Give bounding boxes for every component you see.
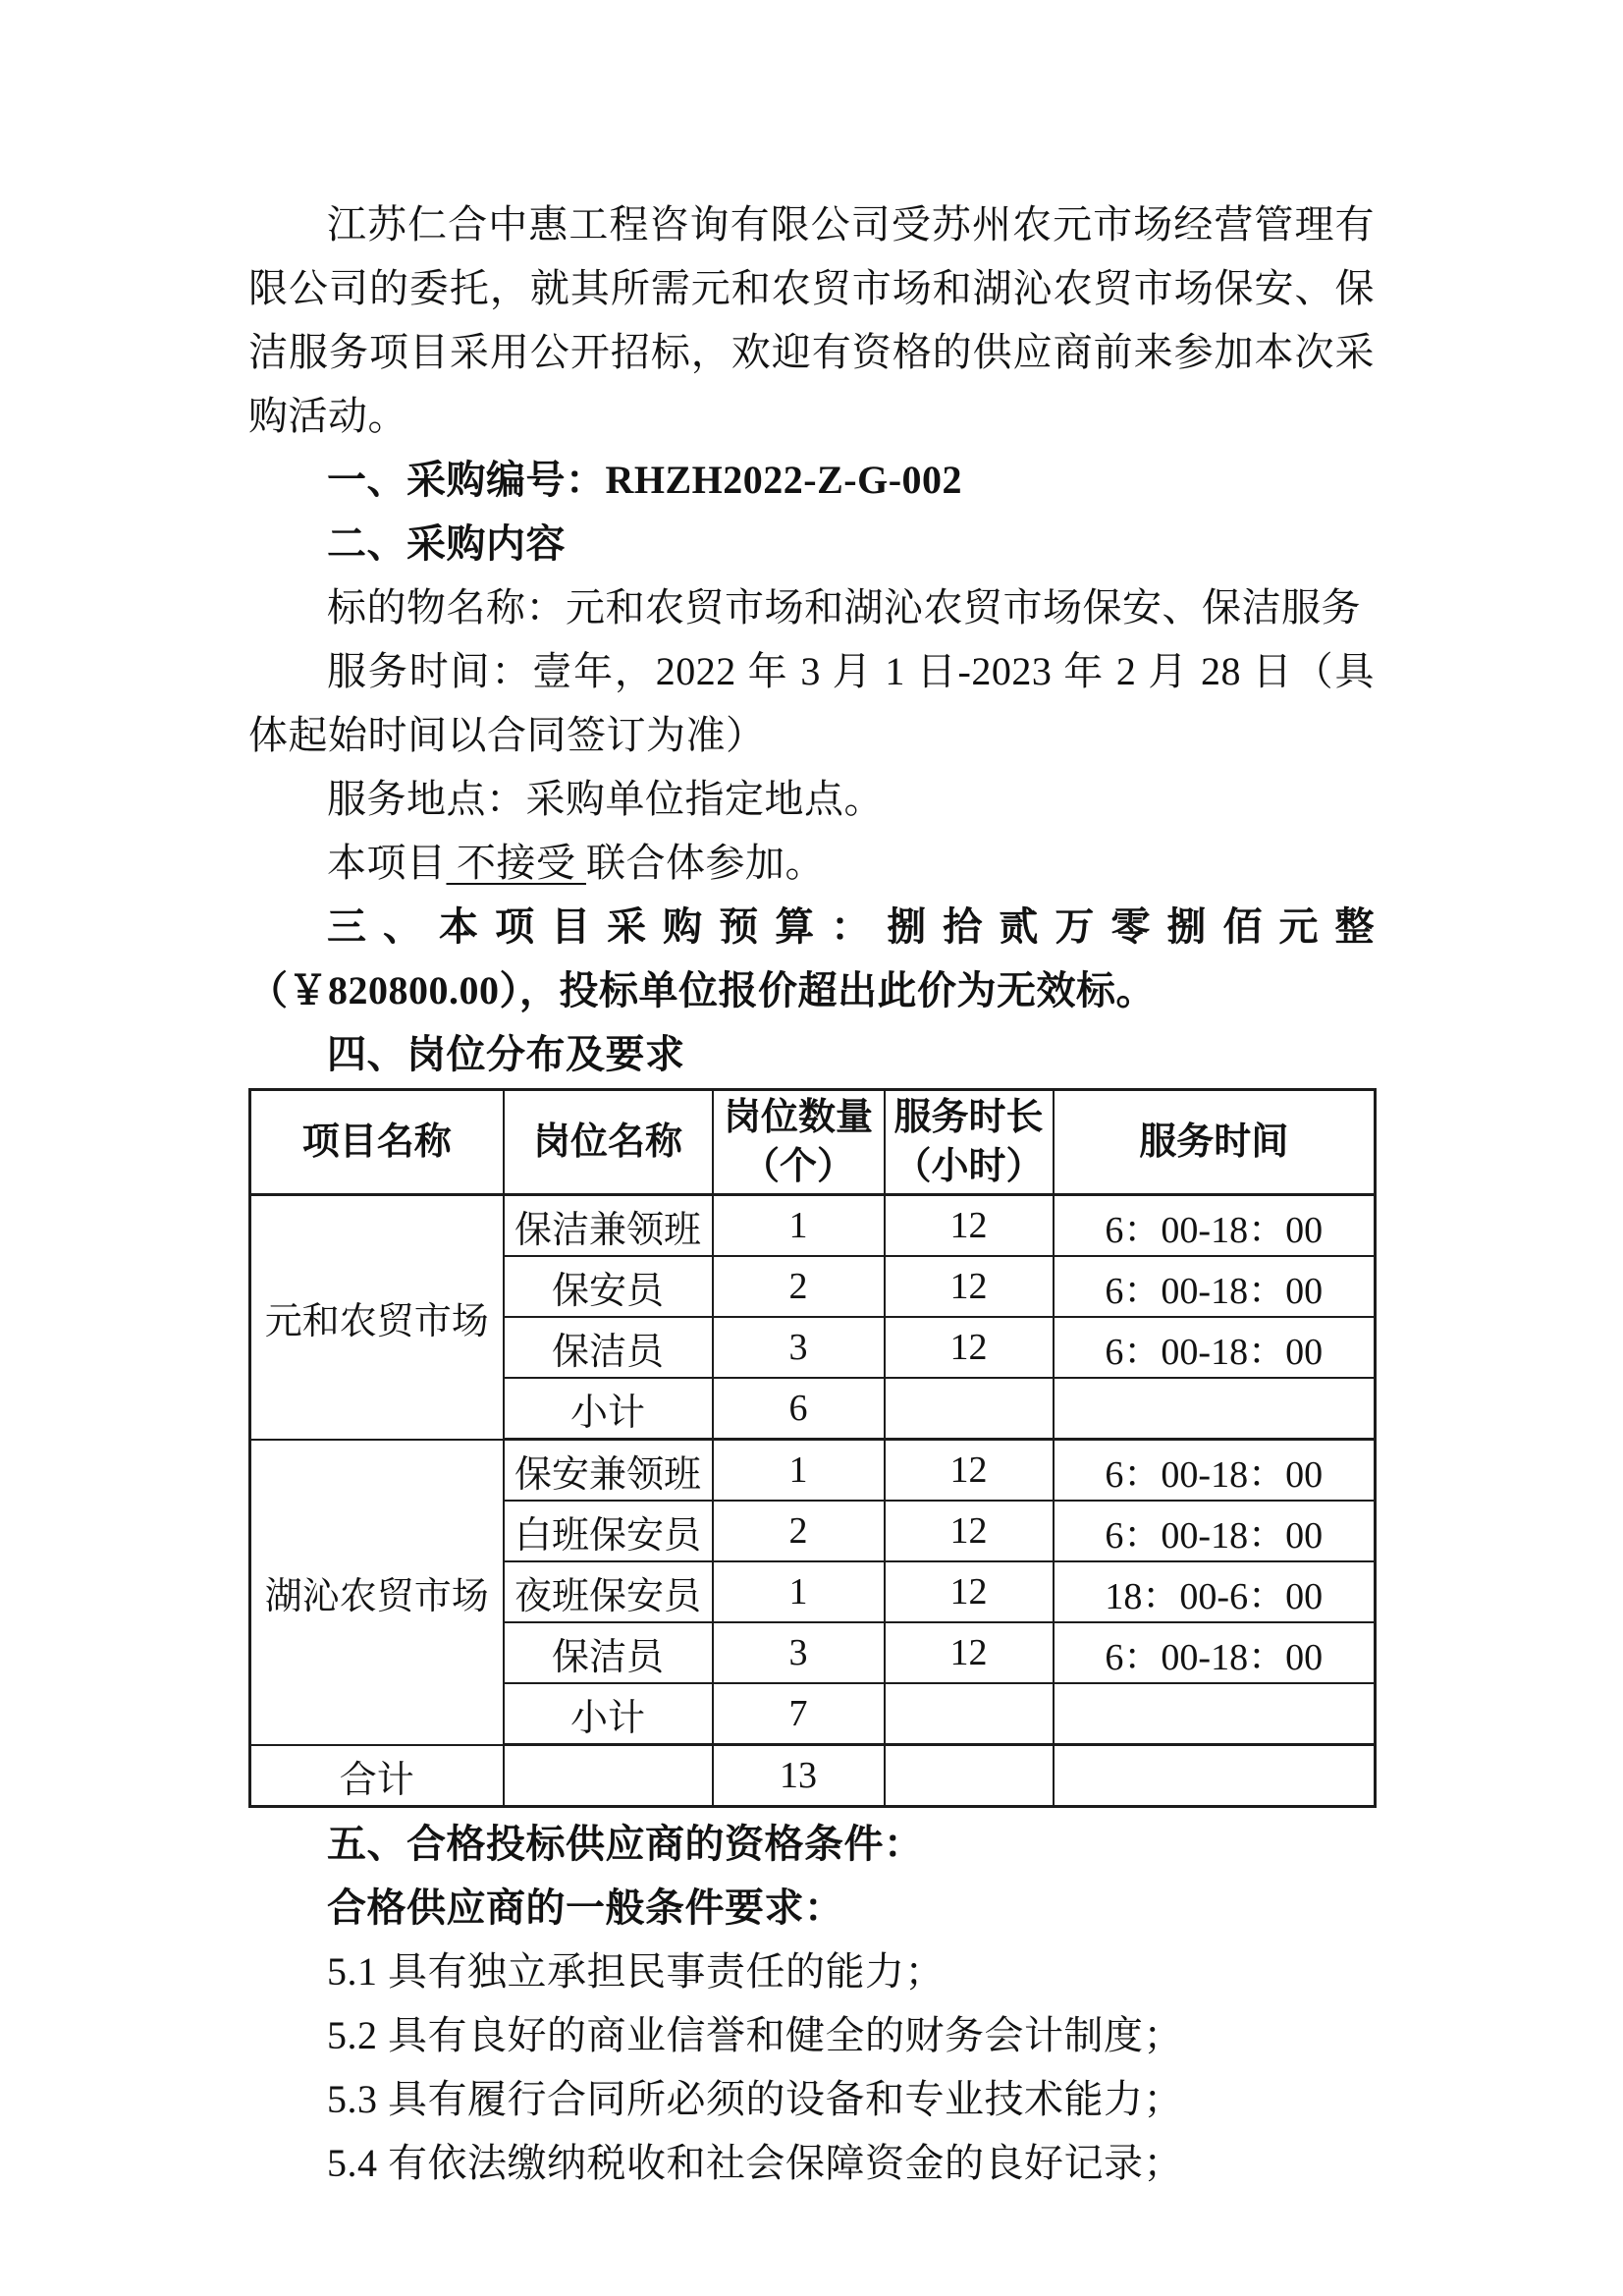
service-location-line: 服务地点：采购单位指定地点。 [327, 777, 884, 821]
hours-cell: 12 [885, 1501, 1054, 1561]
time-cell: 6：00-18：00 [1054, 1195, 1376, 1257]
table-header-row [250, 1090, 1376, 1195]
post-cell: 夜班保安员 [504, 1561, 713, 1622]
hours-cell: 12 [885, 1561, 1054, 1622]
time-cell [1054, 1378, 1376, 1440]
post-cell: 白班保安员 [504, 1501, 713, 1561]
time-cell: 6：00-18：00 [1054, 1256, 1376, 1317]
post-cell: 小计 [504, 1683, 713, 1745]
count-cell: 3 [713, 1317, 885, 1378]
time-cell: 6：00-18：00 [1054, 1440, 1376, 1502]
consortium-line [248, 831, 1375, 895]
post-cell [504, 1745, 713, 1807]
position-distribution-table [248, 1088, 1377, 1808]
col-header-post-name: 岗位名称 [504, 1090, 713, 1195]
post-cell: 保安兼领班 [504, 1440, 713, 1502]
section-1-heading: 一、采购编号：RHZH2022-Z-G-002 [327, 458, 963, 502]
table-row [250, 1195, 1376, 1257]
count-cell: 1 [713, 1561, 885, 1622]
project-cell: 元和农贸市场 [250, 1195, 504, 1440]
table-row [250, 1440, 1376, 1502]
consortium-prefix: 本项目 [327, 841, 447, 885]
condition-5-3: 5.3 具有履行合同所必须的设备和专业技术能力； [327, 2077, 1183, 2122]
hours-cell: 12 [885, 1317, 1054, 1378]
hours-cell: 12 [885, 1256, 1054, 1317]
post-cell: 保洁兼领班 [504, 1195, 713, 1257]
hours-cell: 12 [885, 1195, 1054, 1257]
col-header-service-hours: 服务时长（小时） [885, 1090, 1054, 1195]
hours-cell: 12 [885, 1440, 1054, 1502]
section-2-heading: 二、采购内容 [327, 521, 566, 566]
intro-paragraph: 江苏仁合中惠工程咨询有限公司受苏州农元市场经营管理有限公司的委托，就其所需元和农贸市场和湖沁农贸市场保安、保洁服务项目采用公开招标，欢迎有资格的供应商前来参加本次采购活动。 [248, 202, 1375, 438]
time-cell: 6：00-18：00 [1054, 1622, 1376, 1683]
condition-5-2: 5.2 具有良好的商业信誉和健全的财务会计制度； [327, 2013, 1183, 2058]
post-cell: 保洁员 [504, 1317, 713, 1378]
count-cell: 13 [713, 1745, 885, 1807]
count-cell: 6 [713, 1378, 885, 1440]
time-cell: 6：00-18：00 [1054, 1501, 1376, 1561]
count-cell: 2 [713, 1256, 885, 1317]
time-cell: 6：00-18：00 [1054, 1317, 1376, 1378]
project-cell: 湖沁农贸市场 [250, 1440, 504, 1745]
col-header-service-time: 服务时间 [1054, 1090, 1376, 1195]
count-cell: 3 [713, 1622, 885, 1683]
condition-5-4: 5.4 有依法缴纳税收和社会保障资金的良好记录； [327, 2141, 1183, 2186]
col-header-post-count: 岗位数量（个） [713, 1090, 885, 1195]
post-cell: 保洁员 [504, 1622, 713, 1683]
count-cell: 7 [713, 1683, 885, 1745]
consortium-suffix: 联合体参加。 [586, 841, 825, 885]
table-total-row [250, 1745, 1376, 1807]
consortium-not-accepted-underlined: 不接受 [446, 841, 586, 885]
count-cell: 1 [713, 1440, 885, 1502]
time-cell: 18：00-6：00 [1054, 1561, 1376, 1622]
section-4-heading: 四、岗位分布及要求 [327, 1032, 685, 1076]
post-cell: 小计 [504, 1378, 713, 1440]
section-3-heading: 三、本项目采购预算：捌拾贰万零捌佰元整（￥820800.00），投标单位报价超出此价为无效标。 [248, 904, 1375, 1012]
hours-cell: 12 [885, 1622, 1054, 1683]
condition-5-1: 5.1 具有独立承担民事责任的能力； [327, 1949, 945, 1995]
general-conditions-heading: 合格供应商的一般条件要求： [327, 1886, 844, 1931]
hours-cell [885, 1745, 1054, 1807]
total-label-cell: 合计 [250, 1745, 504, 1807]
post-cell: 保安员 [504, 1256, 713, 1317]
section-5-heading: 五、合格投标供应商的资格条件： [327, 1822, 924, 1867]
col-header-project-name: 项目名称 [250, 1090, 504, 1195]
count-cell: 1 [713, 1195, 885, 1257]
hours-cell [885, 1378, 1054, 1440]
time-cell [1054, 1745, 1376, 1807]
count-cell: 2 [713, 1501, 885, 1561]
time-cell [1054, 1683, 1376, 1745]
subject-name-line: 标的物名称：元和农贸市场和湖沁农贸市场保安、保洁服务 [327, 585, 1361, 629]
hours-cell [885, 1683, 1054, 1745]
service-time-line: 服务时间：壹年，2022 年 3 月 1 日-2023 年 2 月 28 日（具体起始时间以合同签订为准） [248, 649, 1375, 757]
